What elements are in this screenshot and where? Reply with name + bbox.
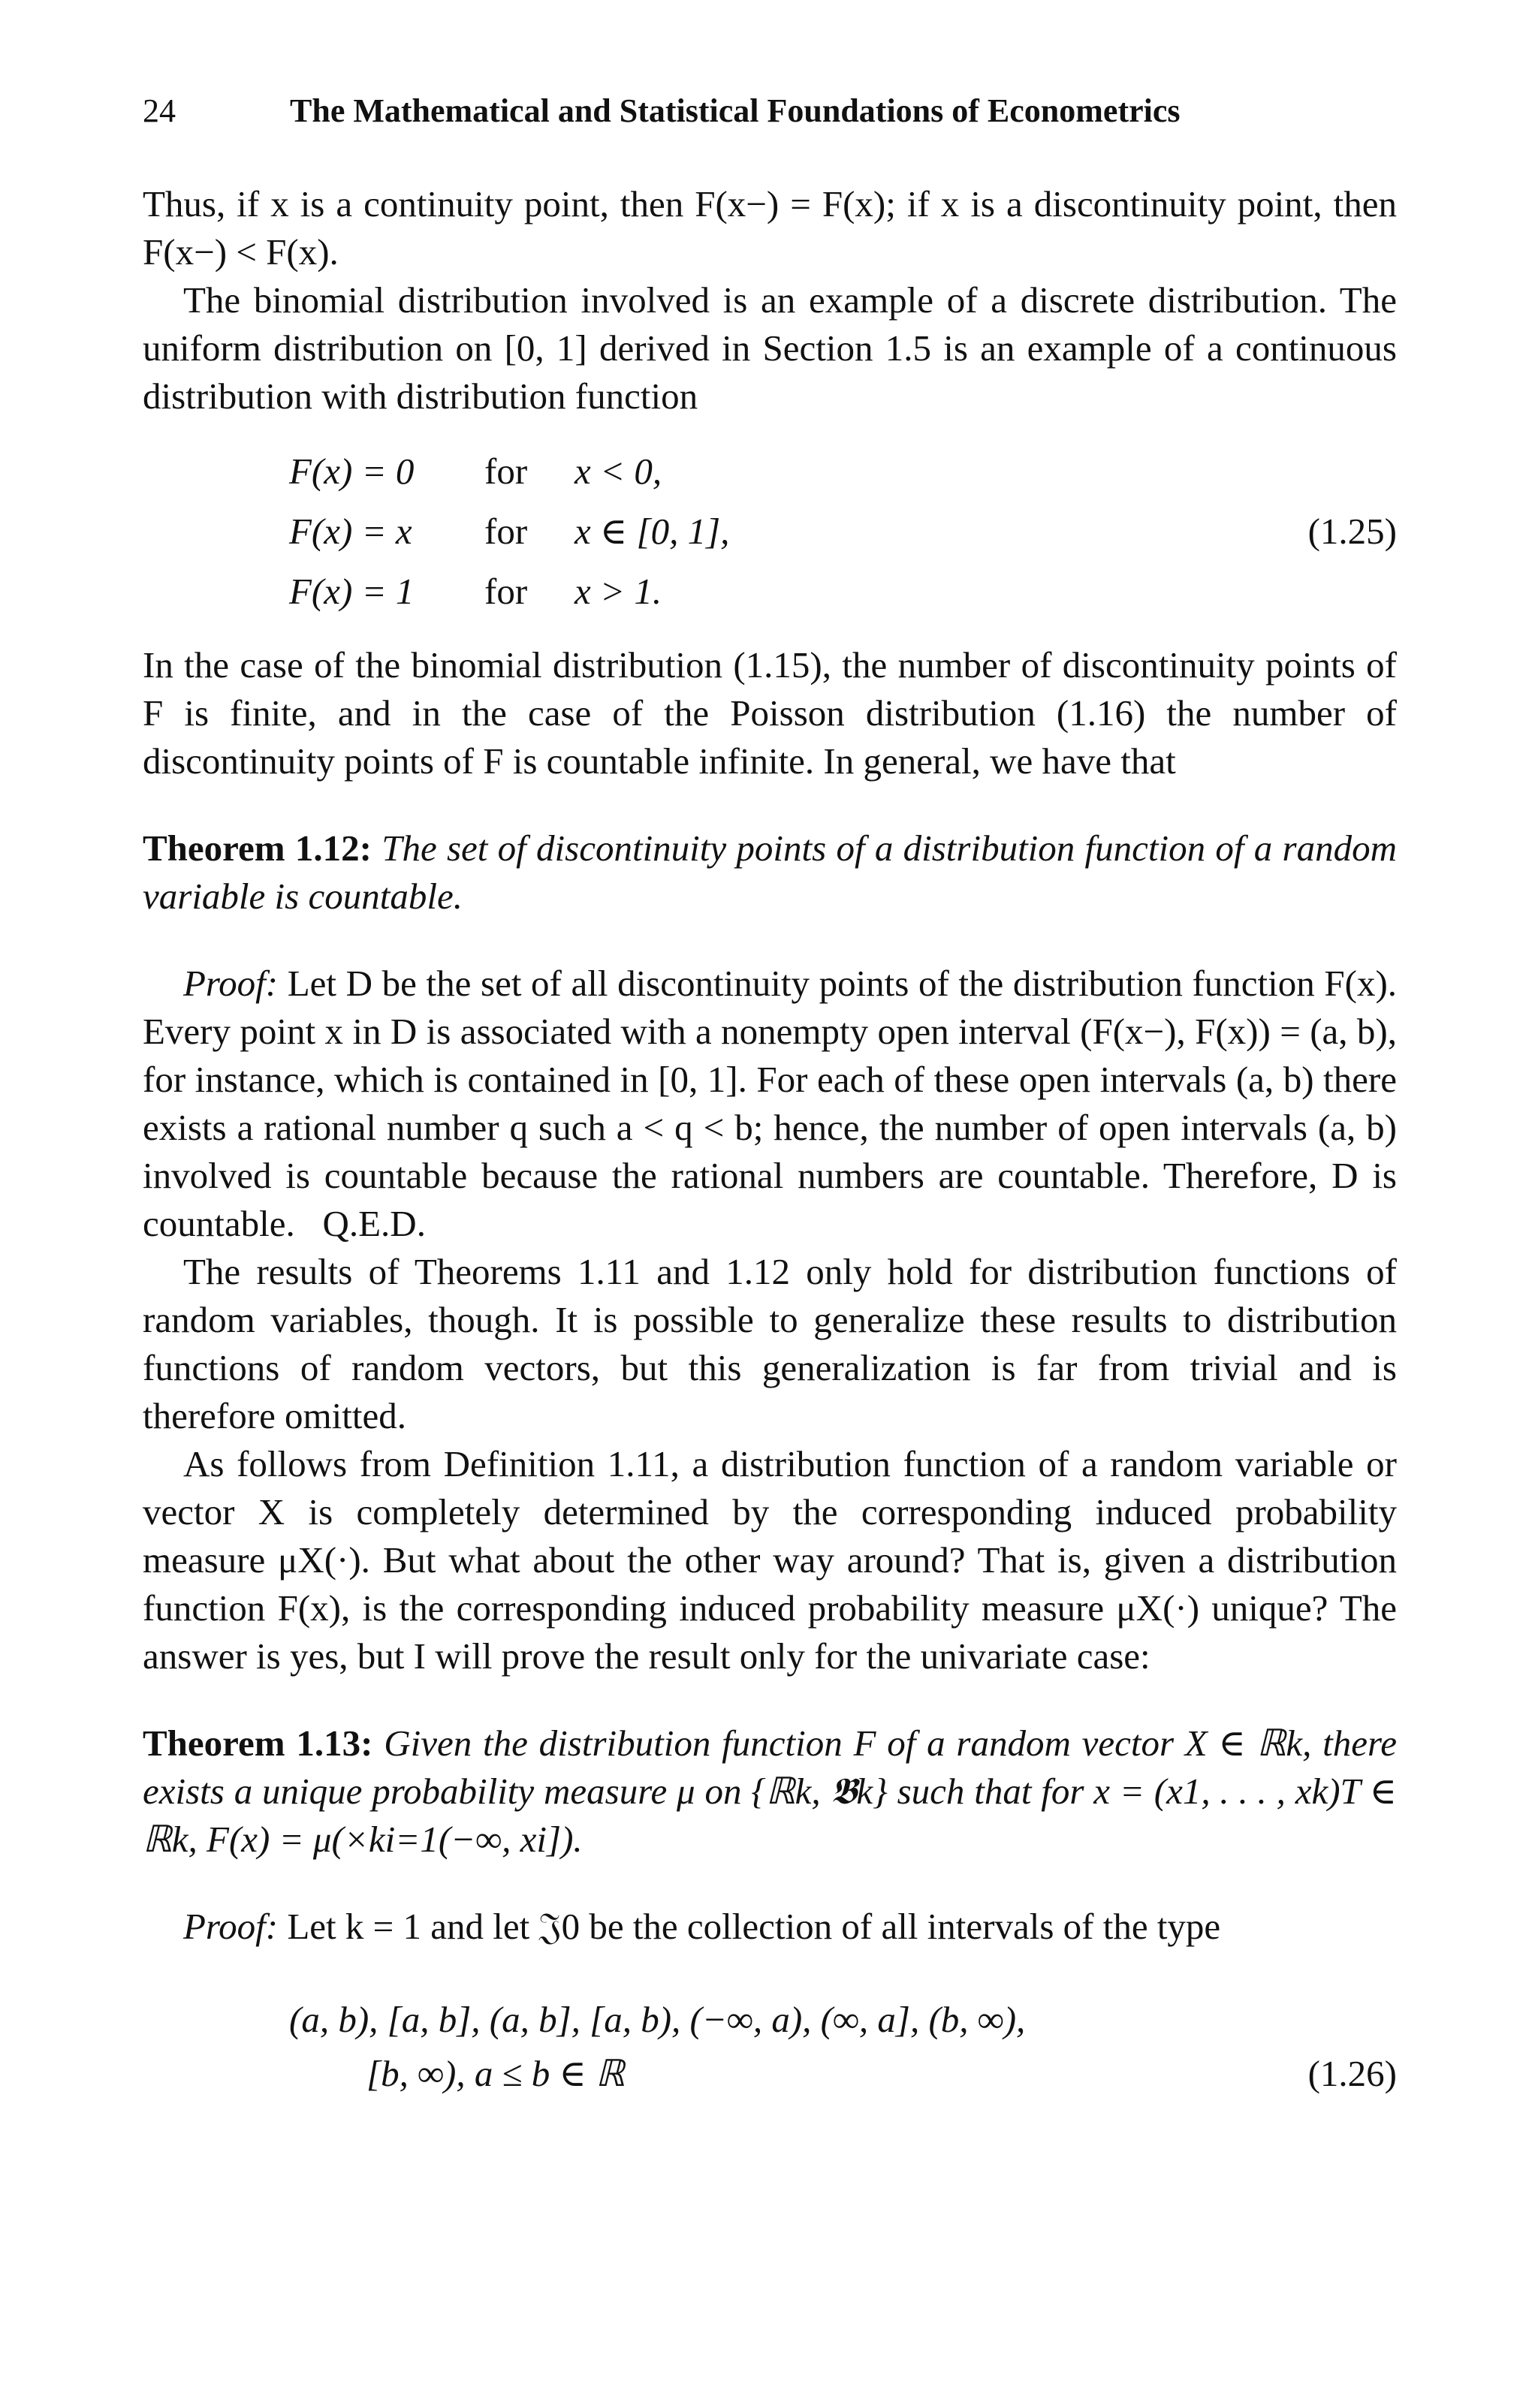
- equation-condition: x ∈ [0, 1],: [574, 511, 730, 552]
- paragraph-theorems-results-text: The results of Theorems 1.11 and 1.12 only hold for distribution functions of random variables, though. It is possible to generalize these results to distribution functions of random vectors, but this generalization is far from trivial and is therefore omitted.: [143, 1251, 1397, 1436]
- equation-lhs: F(x) = x: [289, 511, 412, 552]
- proof-text: Let D be the set of all discontinuity points of the distribution function F(x). Every point x in D is associated with a nonempty open interval (F(x−), F(x)) = (a, b), for instance, which is contained in [0, 1]. For each of these open intervals (a, b) there exists a rational number q such a < q < b; hence, the number of open intervals (a, b) involved is countable because the rational numbers are countable. Therefore, D is countable.: [143, 963, 1398, 1244]
- qed-mark: Q.E.D.: [322, 1203, 426, 1244]
- theorem-1-12: [143, 824, 1397, 921]
- paragraph-theorems-results: [143, 1248, 1397, 1440]
- proof-1-13: [143, 1903, 1397, 1951]
- equation-for: for: [484, 511, 528, 552]
- equation-condition: x > 1.: [574, 571, 662, 612]
- paragraph-discontinuity-count-text: In the case of the binomial distribution (1.15), the number of discontinuity points of F is finite, and in the case of the Poisson distribution (1.16) the number of discontinuity points of F is countable infinite. In general, we have that: [143, 644, 1397, 782]
- proof-label: Proof:: [183, 1906, 279, 1947]
- paragraph-discontinuity-count: [143, 641, 1397, 785]
- body-text: [143, 180, 1397, 2108]
- equation-number: (1.25): [1307, 511, 1397, 552]
- paragraph-discrete-continuous-text: The binomial distribution involved is an example of a discrete distribution. The uniform distribution on [0, 1] derived in Section 1.5 is an example of a continuous distribution with distribution function: [143, 279, 1397, 417]
- paragraph-discrete-continuous: [143, 276, 1397, 420]
- proof-1-12: [143, 960, 1397, 1248]
- equation-for: for: [484, 451, 528, 492]
- equation-lhs: F(x) = 1: [289, 571, 415, 612]
- equation-line-1: (a, b), [a, b], (a, b], [a, b), (−∞, a), (∞, a], (b, ∞),: [289, 1999, 1026, 2040]
- paragraph-definition-1-11-text: As follows from Definition 1.11, a distribution function of a random variable or vector X is completely determined by the corresponding induced probability measure μX(·). But what about the other way around? That is, given a distribution function F(x), is the corresponding induced probability measure μX(·) unique? The answer is yes, but I will prove the result only for the univariate case:: [143, 1443, 1397, 1677]
- theorem-label: Theorem 1.12:: [143, 827, 372, 869]
- theorem-statement: Given the distribution function F of a random vector X ∈ ℝk, there exists a unique probability measure μ on {ℝk, 𝕭k} such that for x = (x1, . . . , xk)T ∈ ℝk, F(x) = μ(×ki=1(−∞, xi]).: [143, 1722, 1397, 1860]
- paragraph-continuity-text: Thus, if x is a continuity point, then F(x−) = F(x); if x is a discontinuity point, then F(x−) < F(x).: [143, 183, 1397, 273]
- equation-line-2: [b, ∞), a ≤ b ∈ ℝ: [366, 2053, 625, 2094]
- proof-label: Proof:: [183, 963, 279, 1004]
- equation-1-25: [143, 442, 1397, 622]
- paragraph-continuity: [143, 180, 1397, 276]
- page-header: [143, 89, 1397, 134]
- equation-condition: x < 0,: [574, 451, 662, 492]
- running-title: The Mathematical and Statistical Foundations of Econometrics: [290, 92, 1181, 129]
- paragraph-definition-1-11: [143, 1440, 1397, 1680]
- theorem-statement: The set of discontinuity points of a distribution function of a random variable is countable.: [143, 827, 1397, 917]
- page-number: 24: [143, 92, 176, 129]
- equation-for: for: [484, 571, 528, 612]
- theorem-1-13: [143, 1719, 1397, 1864]
- proof-text: Let k = 1 and let 𝔍0 be the collection of all intervals of the type: [287, 1906, 1221, 1947]
- theorem-label: Theorem 1.13:: [143, 1722, 373, 1764]
- equation-1-26: [143, 1996, 1397, 2108]
- equation-lhs: F(x) = 0: [289, 451, 415, 492]
- equation-number: (1.26): [1307, 2053, 1397, 2094]
